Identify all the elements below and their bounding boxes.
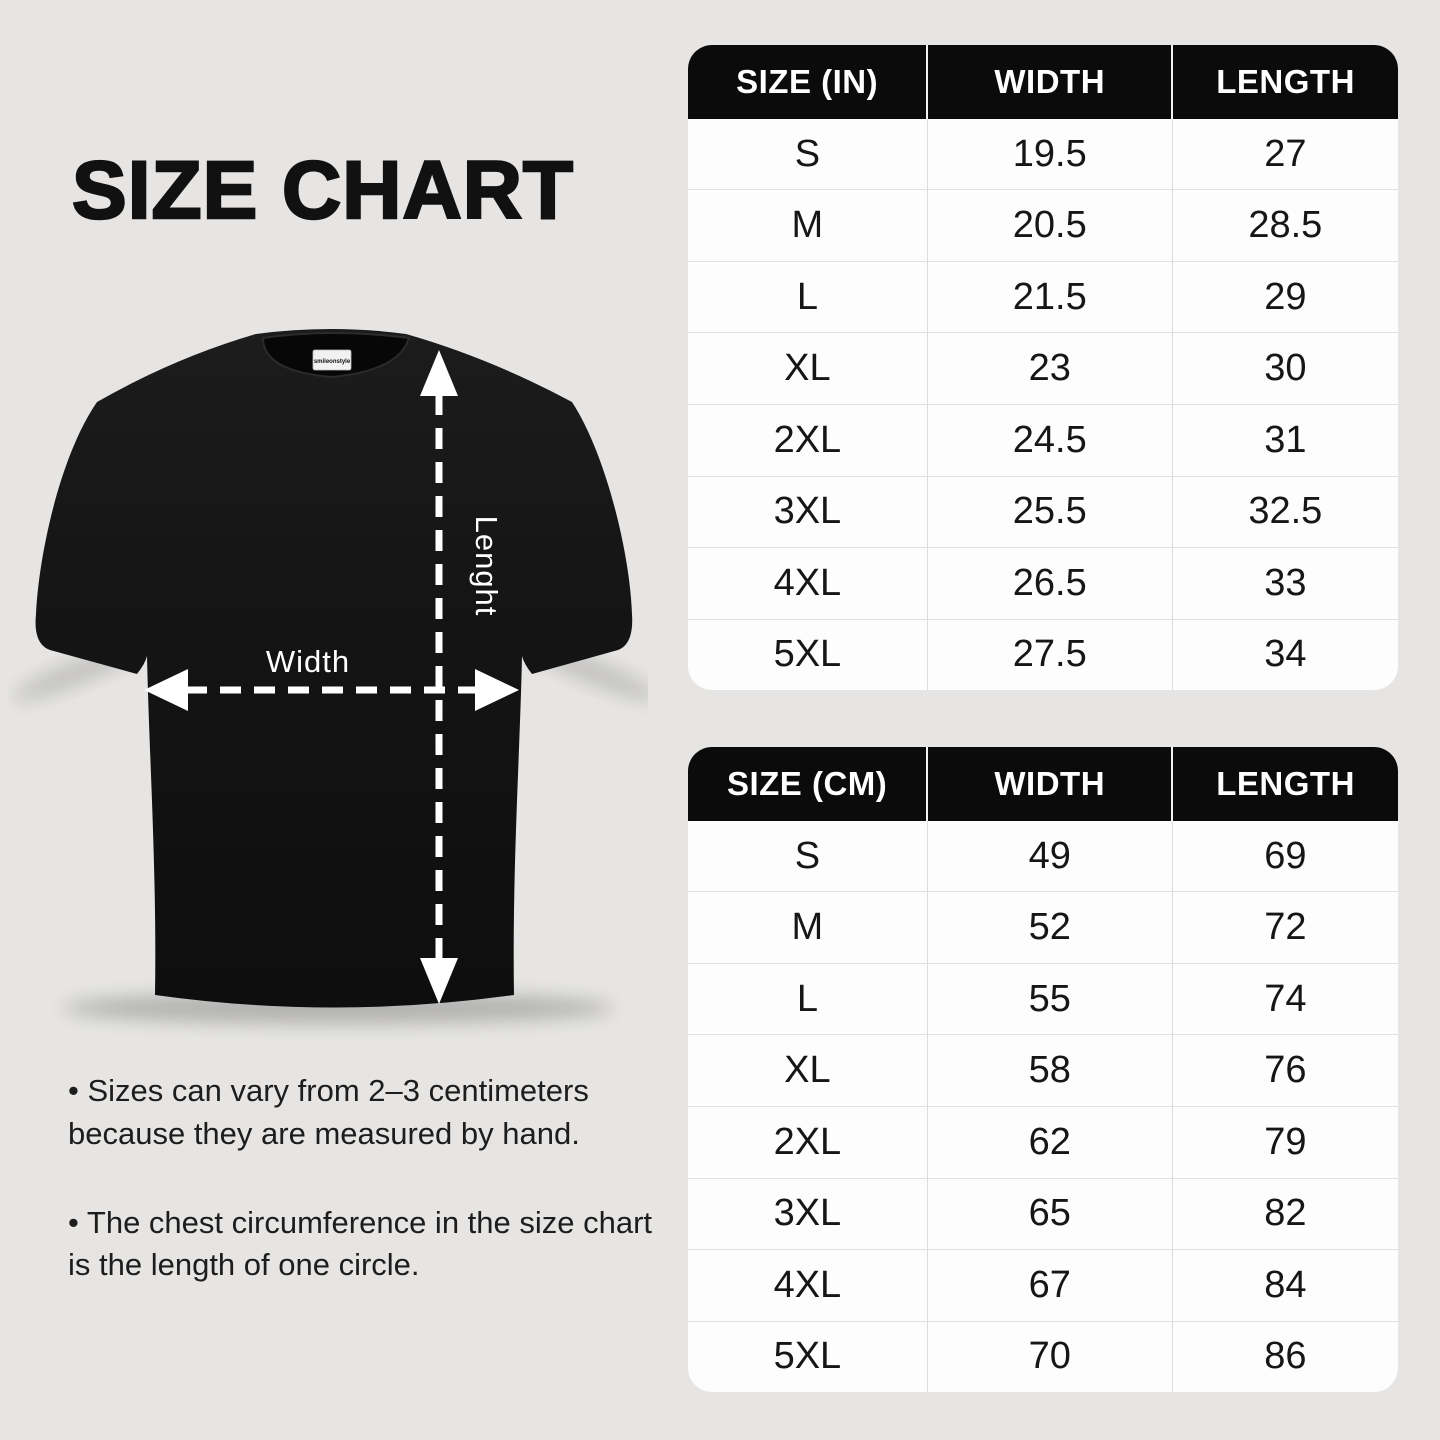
size-table-inches-grid <box>688 45 1398 690</box>
table-cell: L <box>688 261 927 333</box>
table-cell: M <box>688 190 927 262</box>
table-row <box>688 1250 1398 1322</box>
table-cell: M <box>688 892 927 964</box>
table-cell: 24.5 <box>927 404 1172 476</box>
table-row <box>688 821 1398 892</box>
table-cell: 69 <box>1172 821 1398 892</box>
tshirt-illustration <box>8 312 648 1042</box>
table-cell: 3XL <box>688 476 927 548</box>
table-cell: 20.5 <box>927 190 1172 262</box>
table-cell: 23 <box>927 333 1172 405</box>
table-cell: 5XL <box>688 619 927 690</box>
table-cell: 32.5 <box>1172 476 1398 548</box>
table-row <box>688 1035 1398 1107</box>
table-cell: 2XL <box>688 404 927 476</box>
table-header-row <box>688 747 1398 821</box>
table-cell: 4XL <box>688 548 927 620</box>
table-row <box>688 548 1398 620</box>
table-cell: L <box>688 963 927 1035</box>
column-header: WIDTH <box>927 45 1172 119</box>
table-cell: XL <box>688 1035 927 1107</box>
table-header-row <box>688 45 1398 119</box>
table-cell: 62 <box>927 1106 1172 1178</box>
table-cell: 79 <box>1172 1106 1398 1178</box>
table-cell: 5XL <box>688 1321 927 1392</box>
table-cell: 84 <box>1172 1250 1398 1322</box>
table-cell: 55 <box>927 963 1172 1035</box>
note-item: • The chest circumference in the size chart is the length of one circle. <box>68 1204 653 1283</box>
table-cell: 34 <box>1172 619 1398 690</box>
table-row <box>688 963 1398 1035</box>
table-cell: 28.5 <box>1172 190 1398 262</box>
table-cell: 21.5 <box>927 261 1172 333</box>
size-table-inches <box>688 45 1398 690</box>
table-cell: 49 <box>927 821 1172 892</box>
table-cell: 67 <box>927 1250 1172 1322</box>
table-cell: 26.5 <box>927 548 1172 620</box>
table-cell: 19.5 <box>927 119 1172 190</box>
table-cell: S <box>794 834 821 877</box>
table-row <box>688 476 1398 548</box>
column-header: WIDTH <box>927 747 1172 821</box>
table-cell: 76 <box>1172 1035 1398 1107</box>
table-cell: 65 <box>927 1178 1172 1250</box>
table-row <box>688 1106 1398 1178</box>
length-label: Lenght <box>469 515 504 617</box>
table-cell: 86 <box>1172 1321 1398 1392</box>
table-cell: S <box>794 132 821 175</box>
width-label: Width <box>265 644 351 679</box>
column-header: SIZE (IN) <box>688 45 927 119</box>
table-cell: XL <box>688 333 927 405</box>
column-header: SIZE (CM) <box>688 747 927 821</box>
table-cell: 74 <box>1172 963 1398 1035</box>
table-cell: 70 <box>927 1321 1172 1392</box>
table-cell: 52 <box>927 892 1172 964</box>
table-cell: 31 <box>1172 404 1398 476</box>
table-row <box>688 619 1398 690</box>
notes <box>68 1070 672 1333</box>
page-title: SIZE CHART <box>72 145 574 236</box>
table-cell: 33 <box>1172 548 1398 620</box>
table-cell: 2XL <box>688 1106 927 1178</box>
table-row <box>688 261 1398 333</box>
table-cell: 25.5 <box>927 476 1172 548</box>
table-row <box>688 119 1398 190</box>
table-cell: 4XL <box>688 1250 927 1322</box>
table-cell: 72 <box>1172 892 1398 964</box>
column-header: LENGTH <box>1172 45 1398 119</box>
table-cell: 30 <box>1172 333 1398 405</box>
table-row <box>688 1178 1398 1250</box>
note-item: • Sizes can vary from 2–3 centimeters because they are measured by hand. <box>68 1073 589 1151</box>
table-row <box>688 892 1398 964</box>
table-cell: 27 <box>1172 119 1398 190</box>
column-header: LENGTH <box>1172 747 1398 821</box>
table-cell: 82 <box>1172 1178 1398 1250</box>
size-table-cm-grid <box>688 747 1398 1392</box>
table-cell: 58 <box>927 1035 1172 1107</box>
size-table-cm <box>688 747 1398 1392</box>
table-row <box>688 404 1398 476</box>
table-cell: 29 <box>1172 261 1398 333</box>
table-cell: 3XL <box>688 1178 927 1250</box>
table-row <box>688 1321 1398 1392</box>
collar-tag-label: smileonstyle <box>313 359 351 365</box>
table-cell: 27.5 <box>927 619 1172 690</box>
tshirt-diagram <box>8 312 648 1042</box>
table-row <box>688 333 1398 405</box>
table-row <box>688 190 1398 262</box>
